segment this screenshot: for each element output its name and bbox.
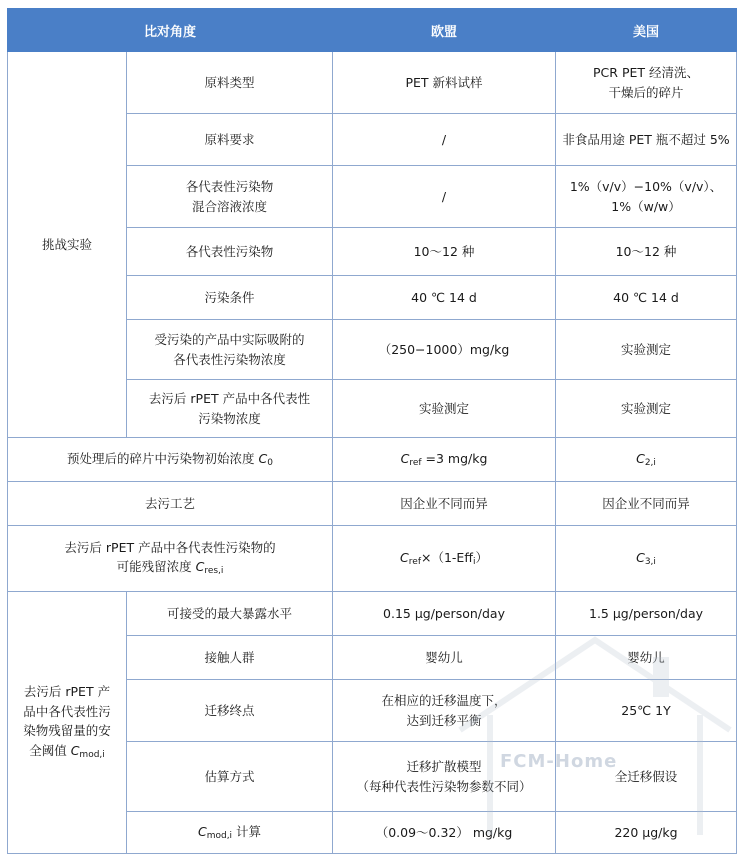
value-text: ×（1-Eff xyxy=(421,549,473,565)
text-line: 40 ℃ 14 d xyxy=(613,289,679,305)
us-value xyxy=(556,680,737,742)
eu-value xyxy=(333,636,556,680)
comparison-table xyxy=(7,8,737,854)
symbol-letter: C xyxy=(70,742,80,758)
header-comparison: 比对角度 xyxy=(8,9,333,52)
criterion-name xyxy=(127,380,333,438)
eu-value xyxy=(333,526,556,592)
text-line: 迁移扩散模型 xyxy=(406,759,482,775)
eu-value xyxy=(333,228,556,276)
us-value xyxy=(556,438,737,482)
us-value xyxy=(556,276,737,320)
symbol-letter: C xyxy=(195,559,205,575)
text-line xyxy=(14,682,120,701)
symbol-subscript: ref xyxy=(408,556,421,567)
eu-value xyxy=(333,276,556,320)
label-text: 品中各代表性污 xyxy=(23,703,111,719)
text-line: 实验测定 xyxy=(621,341,672,357)
symbol-subscript: res,i xyxy=(204,566,224,577)
text-line: 干燥后的碎片 xyxy=(608,84,684,100)
initial-concentration-label xyxy=(8,438,333,482)
math-symbol xyxy=(401,451,422,466)
eu-value xyxy=(333,680,556,742)
eu-value: （0.09～0.32） mg/kg xyxy=(333,812,556,854)
symbol-letter: C xyxy=(400,450,410,466)
header-row xyxy=(8,9,737,52)
text-line: 全迁移假设 xyxy=(614,768,678,784)
label-text: 全阈值 xyxy=(29,742,71,758)
process-label: 去污工艺 xyxy=(8,482,333,526)
text-line: 各代表性污染物 xyxy=(185,243,274,259)
text-line: 实验测定 xyxy=(621,400,672,416)
us-value: 220 μg/kg xyxy=(556,812,737,854)
symbol-letter: C xyxy=(197,823,207,839)
text-line: 原料要求 xyxy=(204,131,255,147)
text-line: 在相应的迁移温度下， xyxy=(381,693,507,709)
group-threshold-label xyxy=(8,592,127,854)
text-line: 原料类型 xyxy=(204,74,255,90)
text-line: （250−1000）mg/kg xyxy=(378,341,510,357)
symbol-letter: C xyxy=(636,549,645,565)
text-line xyxy=(14,741,120,763)
text-line: （每种代表性污染物参数不同） xyxy=(356,778,532,794)
eu-value xyxy=(333,320,556,380)
symbol-subscript: mod,i xyxy=(79,749,105,760)
eu-value xyxy=(333,438,556,482)
criterion-name xyxy=(127,228,333,276)
us-value xyxy=(556,526,737,592)
text-line xyxy=(14,702,120,721)
text-line: 0.15 μg/person/day xyxy=(383,605,505,621)
value-text: =3 mg/kg xyxy=(421,450,488,466)
eu-value xyxy=(333,52,556,114)
watermark-text: FCM-Home xyxy=(500,751,618,772)
text-line: 实验测定 xyxy=(419,400,470,416)
value-text: ） xyxy=(475,549,488,565)
label-text: 染物残留量的安 xyxy=(23,723,111,739)
text-line: 10～12 种 xyxy=(413,243,475,259)
initial-concentration-row xyxy=(8,438,737,482)
math-symbol xyxy=(195,559,224,577)
label-text: 预处理后的碎片中污染物初始浓度 xyxy=(67,450,259,466)
label-text: 计算 xyxy=(232,823,262,839)
text-line xyxy=(14,557,326,579)
criterion-name xyxy=(127,52,333,114)
text-line: 各代表性污染物 xyxy=(185,179,274,195)
us-value xyxy=(556,228,737,276)
us-value: 因企业不同而异 xyxy=(556,482,737,526)
us-value xyxy=(556,592,737,636)
us-value xyxy=(556,320,737,380)
eu-value xyxy=(333,114,556,166)
text-line: 各代表性污染物浓度 xyxy=(173,351,286,367)
us-value xyxy=(556,636,737,680)
criterion-name: 估算方式 xyxy=(127,742,333,812)
criterion-name xyxy=(127,166,333,228)
us-value xyxy=(556,380,737,438)
text-line: 去污后 rPET 产品中各代表性污染物的 xyxy=(64,539,276,555)
math-symbol xyxy=(71,743,105,758)
eu-value: 因企业不同而异 xyxy=(333,482,556,526)
eu-value xyxy=(333,592,556,636)
eu-value xyxy=(333,380,556,438)
criterion-name: 迁移终点 xyxy=(127,680,333,742)
text-line: 污染物浓度 xyxy=(198,410,261,426)
symbol-letter: C xyxy=(258,450,268,466)
header-eu: 欧盟 xyxy=(333,9,556,52)
symbol-letter: C xyxy=(636,450,645,466)
symbol-subscript: 2,i xyxy=(644,457,656,468)
text-line: / xyxy=(441,131,447,147)
symbol-subscript: ref xyxy=(409,457,422,468)
math-symbol xyxy=(259,451,273,466)
label-text: 去污后 rPET 产 xyxy=(23,684,111,700)
math-symbol xyxy=(636,451,656,466)
text-line: / xyxy=(441,188,447,204)
label-text: 可能残留浓度 xyxy=(116,559,196,575)
symbol-subscript: 3,i xyxy=(644,556,656,567)
group-challenge-label: 挑战实验 xyxy=(8,52,127,438)
text-line: 污染条件 xyxy=(204,289,255,305)
us-value xyxy=(556,166,737,228)
symbol-subscript: 0 xyxy=(267,457,273,468)
challenge-row xyxy=(8,52,737,114)
text-line: PET 新料试样 xyxy=(405,74,483,90)
text-line: 1%（v/v）−10%（v/v）、 xyxy=(569,179,723,195)
text-line: 混合溶液浓度 xyxy=(192,198,268,214)
text-line: 婴幼儿 xyxy=(425,649,463,665)
text-line: 受污染的产品中实际吸附的 xyxy=(154,332,305,348)
criterion-name: 可接受的最大暴露水平 xyxy=(127,592,333,636)
text-line: 1.5 μg/person/day xyxy=(589,605,704,621)
text-line: 1%（w/w） xyxy=(611,198,681,214)
threshold-row xyxy=(8,592,737,636)
text-line xyxy=(14,721,120,740)
criterion-name: 接触人群 xyxy=(127,636,333,680)
symbol-subscript: i xyxy=(472,556,476,567)
text-line: 25℃ 1Y xyxy=(621,702,671,718)
residual-label xyxy=(8,526,333,592)
residual-row xyxy=(8,526,737,592)
text-line: 非食品用途 PET 瓶不超过 5% xyxy=(562,131,730,147)
us-value xyxy=(556,114,737,166)
criterion-name xyxy=(127,114,333,166)
process-row xyxy=(8,482,737,526)
header-us: 美国 xyxy=(556,9,737,52)
text-line: 去污后 rPET 产品中各代表性 xyxy=(148,391,311,407)
text-line: PCR PET 经清洗、 xyxy=(593,65,699,81)
symbol-letter: C xyxy=(400,549,409,565)
us-value xyxy=(556,52,737,114)
criterion-name xyxy=(127,320,333,380)
criterion-name xyxy=(127,276,333,320)
text-line: 达到迁移平衡 xyxy=(406,712,482,728)
math-symbol xyxy=(400,550,421,565)
eu-value xyxy=(333,166,556,228)
math-symbol xyxy=(198,824,232,839)
text-line: 10～12 种 xyxy=(615,243,677,259)
text-line: 婴幼儿 xyxy=(627,649,665,665)
criterion-name xyxy=(127,812,333,854)
text-line: 40 ℃ 14 d xyxy=(411,289,477,305)
symbol-subscript: mod,i xyxy=(206,830,233,841)
math-symbol xyxy=(636,550,656,565)
